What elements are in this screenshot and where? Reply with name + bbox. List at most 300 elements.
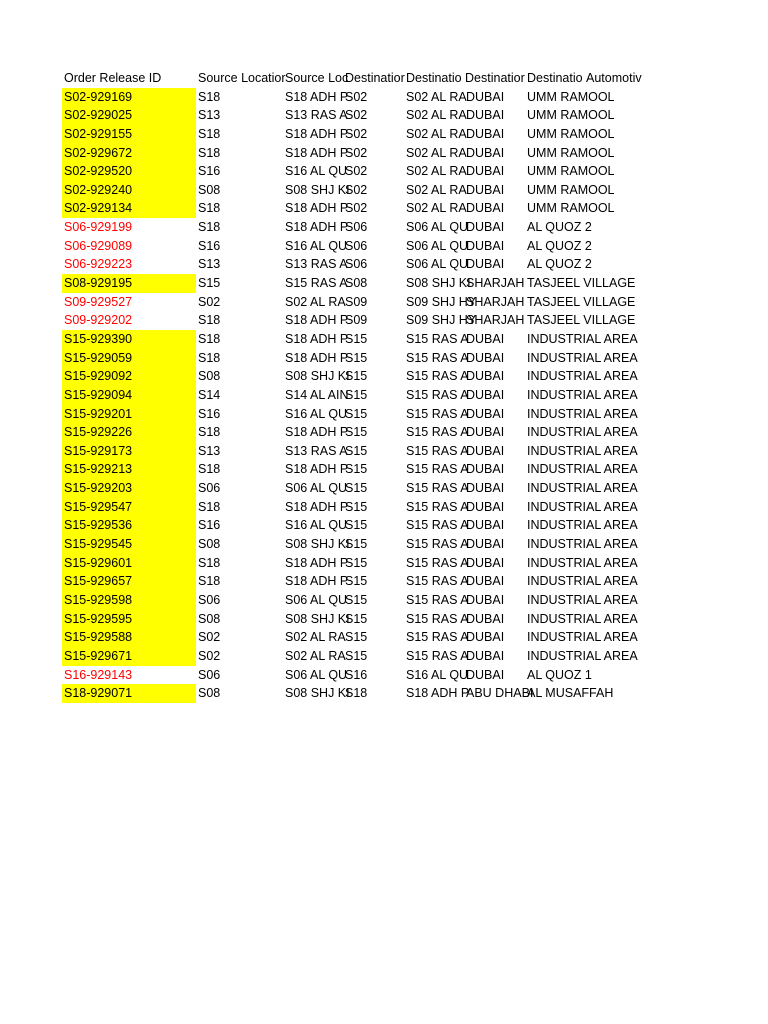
source-dest-pair: [283, 628, 404, 647]
source-dest-pair: [283, 554, 404, 573]
order-release-id-cell[interactable]: S08-929195: [62, 274, 196, 293]
destination-pair: [404, 591, 525, 610]
order-release-id-cell[interactable]: S15-929545: [62, 535, 196, 554]
destination-pair: [404, 535, 525, 554]
destination-pair: [404, 88, 525, 107]
destination-city-cell[interactable]: DUBAI: [466, 201, 505, 216]
automotive-area-cell[interactable]: AL QUOZ 2: [527, 238, 592, 253]
destination-city-cell[interactable]: DUBAI: [466, 164, 505, 179]
source-location-cell[interactable]: S18: [198, 555, 221, 570]
destination-code-cell[interactable]: S06: [345, 238, 368, 253]
source-location-cell[interactable]: S18: [198, 425, 221, 440]
order-release-id-cell[interactable]: S15-929598: [62, 591, 196, 610]
source-location-cell[interactable]: S14: [198, 387, 221, 402]
destination-name-cell[interactable]: S16 AL QU: [406, 667, 469, 682]
destination-code-cell[interactable]: S18: [345, 686, 368, 701]
automotive-area-cell[interactable]: UMM RAMOOL: [527, 89, 615, 104]
source-loc-name-cell[interactable]: S08 SHJ KI: [285, 611, 350, 626]
automotive-area-cell[interactable]: UMM RAMOOL: [527, 145, 615, 160]
destination-city-cell[interactable]: DUBAI: [466, 220, 505, 235]
source-dest-pair: [283, 349, 404, 368]
table-row: [62, 405, 646, 424]
automotive-area-cell[interactable]: TASJEEL VILLAGE: [527, 276, 636, 291]
automotive-area-cell[interactable]: INDUSTRIAL AREA: [527, 518, 638, 533]
source-loc-name-cell[interactable]: S18 ADH P: [285, 499, 349, 514]
source-loc-name-cell[interactable]: S18 ADH P: [285, 555, 349, 570]
source-location-cell[interactable]: S08: [198, 537, 221, 552]
destination-city-cell[interactable]: DUBAI: [466, 350, 505, 365]
automotive-area-cell[interactable]: INDUSTRIAL AREA: [527, 592, 638, 607]
table-row: [62, 255, 646, 274]
source-dest-pair: [283, 479, 404, 498]
order-release-id-cell[interactable]: S15-929547: [62, 498, 196, 517]
header-pair-2: [404, 69, 525, 88]
source-dest-pair: [283, 498, 404, 517]
source-location-cell[interactable]: S18: [198, 89, 221, 104]
destination-city-cell[interactable]: DUBAI: [466, 499, 505, 514]
automotive-area-cell[interactable]: INDUSTRIAL AREA: [527, 630, 638, 645]
automotive-area-cell[interactable]: INDUSTRIAL AREA: [527, 462, 638, 477]
destination-city-cell[interactable]: DUBAI: [466, 425, 505, 440]
header-automotive[interactable]: Automotiv: [586, 71, 642, 85]
table-row: [62, 199, 646, 218]
order-release-id-cell[interactable]: S15-929213: [62, 460, 196, 479]
automotive-area-cell[interactable]: INDUSTRIAL AREA: [527, 574, 638, 589]
automotive-area-cell[interactable]: INDUSTRIAL AREA: [527, 443, 638, 458]
destination-code-cell[interactable]: S02: [345, 182, 368, 197]
destination-city-cell[interactable]: DUBAI: [466, 331, 505, 346]
source-dest-pair: [283, 330, 404, 349]
automotive-area-cell[interactable]: AL QUOZ 1: [527, 667, 592, 682]
destination-city-cell[interactable]: DUBAI: [466, 443, 505, 458]
destination-city-cell[interactable]: DUBAI: [466, 630, 505, 645]
source-loc-name-cell[interactable]: S16 AL QU: [285, 406, 348, 421]
destination-city-cell[interactable]: DUBAI: [466, 518, 505, 533]
automotive-area-cell[interactable]: TASJEEL VILLAGE: [527, 294, 636, 309]
automotive-area-cell[interactable]: INDUSTRIAL AREA: [527, 369, 638, 384]
header-order-release-id[interactable]: Order Release ID: [64, 71, 162, 85]
destination-name-cell[interactable]: S15 RAS A: [406, 648, 469, 663]
destination-city-cell[interactable]: SHARJAH: [466, 276, 525, 291]
source-loc-name-cell[interactable]: S08 SHJ KI: [285, 686, 350, 701]
destination-name-cell[interactable]: S15 RAS A: [406, 555, 469, 570]
destination-pair: [404, 367, 525, 386]
source-location-cell[interactable]: S18: [198, 313, 221, 328]
spreadsheet: [62, 69, 646, 703]
destination-pair: [404, 218, 525, 237]
destination-pair: [404, 162, 525, 181]
source-location-cell[interactable]: S13: [198, 257, 221, 272]
source-loc-name-cell[interactable]: S18 ADH P: [285, 201, 349, 216]
header-source-location[interactable]: Source Locatior: [198, 71, 286, 85]
destination-pair: [404, 293, 525, 312]
order-release-id-cell[interactable]: S16-929143: [64, 667, 133, 682]
source-location-cell[interactable]: S02: [198, 630, 221, 645]
source-loc-name-cell[interactable]: S18 ADH P: [285, 350, 349, 365]
table-row: [62, 460, 646, 479]
destination-code-cell[interactable]: S02: [345, 126, 368, 141]
source-location-cell[interactable]: S15: [198, 276, 221, 291]
source-loc-name-cell[interactable]: S18 ADH P: [285, 220, 349, 235]
table-row: [62, 349, 646, 368]
order-release-id-cell[interactable]: S02-929134: [62, 199, 196, 218]
destination-code-cell[interactable]: S15: [345, 331, 368, 346]
destination-name-cell[interactable]: S02 AL RA: [406, 201, 467, 216]
destination-pair: [404, 479, 525, 498]
destination-code-cell[interactable]: S15: [345, 462, 368, 477]
automotive-area-cell[interactable]: UMM RAMOOL: [527, 108, 615, 123]
automotive-area-cell[interactable]: INDUSTRIAL AREA: [527, 481, 638, 496]
destination-city-cell[interactable]: DUBAI: [466, 555, 505, 570]
source-location-cell[interactable]: S18: [198, 574, 221, 589]
source-loc-name-cell[interactable]: S18 ADH P: [285, 331, 349, 346]
order-release-id-cell[interactable]: S15-929390: [62, 330, 196, 349]
destination-city-cell[interactable]: SHARJAH: [466, 294, 525, 309]
order-release-id-cell[interactable]: S15-929226: [62, 423, 196, 442]
order-release-id-cell[interactable]: S02-929520: [62, 162, 196, 181]
automotive-area-cell[interactable]: AL QUOZ 2: [527, 257, 592, 272]
header-destination-2[interactable]: Destinatio: [406, 71, 462, 85]
source-loc-name-cell[interactable]: S13 RAS A: [285, 443, 348, 458]
destination-code-cell[interactable]: S15: [345, 443, 368, 458]
destination-name-cell[interactable]: S09 SHJ HY: [406, 294, 477, 309]
order-release-id-cell[interactable]: S18-929071: [62, 684, 196, 703]
order-release-id-cell[interactable]: S15-929536: [62, 516, 196, 535]
destination-city-cell[interactable]: DUBAI: [466, 406, 505, 421]
order-release-id-cell[interactable]: S06-929223: [64, 257, 133, 272]
destination-pair: [404, 349, 525, 368]
destination-pair: [404, 628, 525, 647]
source-location-cell[interactable]: S02: [198, 648, 221, 663]
order-release-id-cell[interactable]: S02-929025: [62, 106, 196, 125]
destination-name-cell[interactable]: S06 AL QU: [406, 238, 469, 253]
destination-pair: [404, 255, 525, 274]
destination-code-cell[interactable]: S16: [345, 667, 368, 682]
destination-name-cell[interactable]: S15 RAS A: [406, 387, 469, 402]
destination-name-cell[interactable]: S15 RAS A: [406, 406, 469, 421]
source-dest-pair: [283, 162, 404, 181]
destination-code-cell[interactable]: S15: [345, 518, 368, 533]
destination-pair: [404, 516, 525, 535]
order-release-id-cell[interactable]: S15-929094: [62, 386, 196, 405]
source-loc-name-cell[interactable]: S08 SHJ KI: [285, 369, 350, 384]
destination-city-cell[interactable]: DUBAI: [466, 481, 505, 496]
destination-city-cell[interactable]: ABU DHABI: [466, 686, 534, 701]
destination-pair: [404, 666, 525, 685]
source-dest-pair: [283, 106, 404, 125]
destination-pair: [404, 330, 525, 349]
source-loc-name-cell[interactable]: S15 RAS A: [285, 276, 348, 291]
destination-pair: [404, 125, 525, 144]
automotive-area-cell[interactable]: AL QUOZ 2: [527, 220, 592, 235]
destination-city-cell[interactable]: SHARJAH: [466, 313, 525, 328]
source-location-cell[interactable]: S18: [198, 331, 221, 346]
source-loc-name-cell[interactable]: S18 ADH P: [285, 89, 349, 104]
source-loc-name-cell[interactable]: S06 AL QU: [285, 481, 348, 496]
destination-name-cell[interactable]: S08 SHJ KI: [406, 276, 471, 291]
source-loc-name-cell[interactable]: S14 AL AIN: [285, 387, 349, 402]
order-release-id-cell[interactable]: S02-929169: [62, 88, 196, 107]
source-loc-name-cell[interactable]: S06 AL QU: [285, 667, 348, 682]
destination-name-cell[interactable]: S02 AL RA: [406, 108, 467, 123]
source-loc-name-cell[interactable]: S06 AL QU: [285, 592, 348, 607]
table-row: [62, 535, 646, 554]
source-loc-name-cell[interactable]: S08 SHJ KI: [285, 182, 350, 197]
source-loc-name-cell[interactable]: S18 ADH P: [285, 313, 349, 328]
destination-name-cell[interactable]: S02 AL RA: [406, 182, 467, 197]
order-release-id-cell[interactable]: S15-929595: [62, 610, 196, 629]
source-location-cell[interactable]: S13: [198, 108, 221, 123]
destination-name-cell[interactable]: S15 RAS A: [406, 331, 469, 346]
destination-city-cell[interactable]: DUBAI: [466, 592, 505, 607]
source-location-cell[interactable]: S16: [198, 238, 221, 253]
destination-city-cell[interactable]: DUBAI: [466, 387, 505, 402]
order-release-id-cell[interactable]: S02-929240: [62, 181, 196, 200]
header-pair-1: [283, 69, 404, 88]
source-dest-pair: [283, 405, 404, 424]
destination-code-cell[interactable]: S15: [345, 630, 368, 645]
destination-city-cell[interactable]: DUBAI: [466, 126, 505, 141]
automotive-area-cell[interactable]: INDUSTRIAL AREA: [527, 425, 638, 440]
destination-code-cell[interactable]: S15: [345, 555, 368, 570]
destination-name-cell[interactable]: S02 AL RA: [406, 89, 467, 104]
order-release-id-cell[interactable]: S15-929601: [62, 554, 196, 573]
destination-pair: [404, 554, 525, 573]
automotive-area-cell[interactable]: INDUSTRIAL AREA: [527, 648, 638, 663]
table-row: [62, 684, 646, 703]
destination-code-cell[interactable]: S15: [345, 537, 368, 552]
table-row: [62, 423, 646, 442]
destination-name-cell[interactable]: S02 AL RA: [406, 126, 467, 141]
order-release-id-cell[interactable]: S09-929202: [64, 313, 133, 328]
source-location-cell[interactable]: S18: [198, 220, 221, 235]
source-dest-pair: [283, 311, 404, 330]
source-location-cell[interactable]: S13: [198, 443, 221, 458]
destination-code-cell[interactable]: S15: [345, 574, 368, 589]
source-loc-name-cell[interactable]: S18 ADH P: [285, 574, 349, 589]
source-location-cell[interactable]: S06: [198, 592, 221, 607]
destination-city-cell[interactable]: DUBAI: [466, 667, 505, 682]
automotive-area-cell[interactable]: INDUSTRIAL AREA: [527, 331, 638, 346]
source-location-cell[interactable]: S18: [198, 126, 221, 141]
automotive-area-cell[interactable]: UMM RAMOOL: [527, 182, 615, 197]
source-dest-pair: [283, 442, 404, 461]
destination-code-cell[interactable]: S15: [345, 481, 368, 496]
destination-code-cell[interactable]: S09: [345, 313, 368, 328]
source-dest-pair: [283, 423, 404, 442]
table-row: [62, 162, 646, 181]
order-release-id-cell[interactable]: S15-929173: [62, 442, 196, 461]
destination-code-cell[interactable]: S15: [345, 369, 368, 384]
destination-name-cell[interactable]: S15 RAS A: [406, 630, 469, 645]
automotive-area-cell[interactable]: INDUSTRIAL AREA: [527, 499, 638, 514]
destination-city-cell[interactable]: DUBAI: [466, 611, 505, 626]
header-destination-3[interactable]: Destinatior: [465, 71, 525, 85]
order-release-id-cell[interactable]: S06-929089: [64, 238, 133, 253]
destination-code-cell[interactable]: S15: [345, 406, 368, 421]
order-release-id-cell[interactable]: S06-929199: [64, 220, 133, 235]
order-release-id-cell[interactable]: S15-929657: [62, 572, 196, 591]
table-row: [62, 554, 646, 573]
destination-name-cell[interactable]: S15 RAS A: [406, 369, 469, 384]
destination-pair: [404, 386, 525, 405]
source-loc-name-cell[interactable]: S02 AL RA: [285, 294, 346, 309]
destination-city-cell[interactable]: DUBAI: [466, 238, 505, 253]
destination-name-cell[interactable]: S06 AL QU: [406, 220, 469, 235]
destination-code-cell[interactable]: S15: [345, 425, 368, 440]
destination-name-cell[interactable]: S15 RAS A: [406, 481, 469, 496]
destination-city-cell[interactable]: DUBAI: [466, 537, 505, 552]
destination-code-cell[interactable]: S09: [345, 294, 368, 309]
destination-code-cell[interactable]: S02: [345, 201, 368, 216]
source-location-cell[interactable]: S18: [198, 201, 221, 216]
automotive-area-cell[interactable]: UMM RAMOOL: [527, 201, 615, 216]
table-row: [62, 218, 646, 237]
destination-code-cell[interactable]: S02: [345, 164, 368, 179]
source-loc-name-cell[interactable]: S13 RAS A: [285, 108, 348, 123]
destination-name-cell[interactable]: S02 AL RA: [406, 145, 467, 160]
header-destination-1[interactable]: Destinatior: [345, 71, 405, 85]
destination-city-cell[interactable]: DUBAI: [466, 89, 505, 104]
source-location-cell[interactable]: S18: [198, 462, 221, 477]
destination-name-cell[interactable]: S15 RAS A: [406, 462, 469, 477]
automotive-area-cell[interactable]: INDUSTRIAL AREA: [527, 611, 638, 626]
table-row: [62, 572, 646, 591]
automotive-area-cell[interactable]: INDUSTRIAL AREA: [527, 537, 638, 552]
destination-name-cell[interactable]: S18 ADH P: [406, 686, 470, 701]
source-loc-name-cell[interactable]: S18 ADH P: [285, 425, 349, 440]
source-location-cell[interactable]: S08: [198, 611, 221, 626]
header-source-loc[interactable]: Source Loc: [285, 71, 349, 85]
automotive-area-cell[interactable]: UMM RAMOOL: [527, 126, 615, 141]
source-loc-name-cell[interactable]: S16 AL QU: [285, 518, 348, 533]
destination-code-cell[interactable]: S15: [345, 592, 368, 607]
table-row: [62, 106, 646, 125]
destination-name-cell[interactable]: S15 RAS A: [406, 518, 469, 533]
automotive-area-cell[interactable]: INDUSTRIAL AREA: [527, 350, 638, 365]
order-release-id-cell[interactable]: S02-929672: [62, 144, 196, 163]
table-row: [62, 330, 646, 349]
order-release-id-cell[interactable]: S15-929588: [62, 628, 196, 647]
destination-code-cell[interactable]: S02: [345, 89, 368, 104]
source-dest-pair: [283, 572, 404, 591]
source-loc-name-cell[interactable]: S08 SHJ KI: [285, 537, 350, 552]
order-release-id-cell[interactable]: S15-929671: [62, 647, 196, 666]
order-release-id-cell[interactable]: S15-929092: [62, 367, 196, 386]
header-destination-4[interactable]: Destinatio: [527, 71, 583, 85]
automotive-area-cell[interactable]: INDUSTRIAL AREA: [527, 406, 638, 421]
source-loc-name-cell[interactable]: S02 AL RA: [285, 630, 346, 645]
destination-name-cell[interactable]: S15 RAS A: [406, 574, 469, 589]
destination-city-cell[interactable]: DUBAI: [466, 574, 505, 589]
source-dest-pair: [283, 274, 404, 293]
destination-name-cell[interactable]: S02 AL RA: [406, 164, 467, 179]
destination-city-cell[interactable]: DUBAI: [466, 462, 505, 477]
automotive-area-cell[interactable]: INDUSTRIAL AREA: [527, 555, 638, 570]
destination-code-cell[interactable]: S06: [345, 257, 368, 272]
destination-code-cell[interactable]: S15: [345, 350, 368, 365]
destination-code-cell[interactable]: S08: [345, 276, 368, 291]
destination-city-cell[interactable]: DUBAI: [466, 145, 505, 160]
destination-code-cell[interactable]: S02: [345, 108, 368, 123]
source-loc-name-cell[interactable]: S02 AL RA: [285, 648, 346, 663]
source-loc-name-cell[interactable]: S18 ADH P: [285, 462, 349, 477]
table-row: [62, 498, 646, 517]
destination-name-cell[interactable]: S06 AL QU: [406, 257, 469, 272]
source-location-cell[interactable]: S16: [198, 406, 221, 421]
source-loc-name-cell[interactable]: S13 RAS A: [285, 257, 348, 272]
source-loc-name-cell[interactable]: S18 ADH P: [285, 126, 349, 141]
order-release-id-cell[interactable]: S15-929201: [62, 405, 196, 424]
source-location-cell[interactable]: S16: [198, 518, 221, 533]
automotive-area-cell[interactable]: INDUSTRIAL AREA: [527, 387, 638, 402]
destination-name-cell[interactable]: S09 SHJ HY: [406, 313, 477, 328]
order-release-id-cell[interactable]: S15-929203: [62, 479, 196, 498]
source-dest-pair: [283, 647, 404, 666]
destination-pair: [404, 610, 525, 629]
destination-city-cell[interactable]: DUBAI: [466, 257, 505, 272]
destination-name-cell[interactable]: S15 RAS A: [406, 499, 469, 514]
destination-city-cell[interactable]: DUBAI: [466, 648, 505, 663]
destination-name-cell[interactable]: S15 RAS A: [406, 611, 469, 626]
source-location-cell[interactable]: S06: [198, 667, 221, 682]
source-loc-name-cell[interactable]: S18 ADH P: [285, 145, 349, 160]
source-location-cell[interactable]: S08: [198, 182, 221, 197]
destination-city-cell[interactable]: DUBAI: [466, 182, 505, 197]
table-row: [62, 647, 646, 666]
destination-pair: [404, 442, 525, 461]
source-location-cell[interactable]: S06: [198, 481, 221, 496]
source-location-cell[interactable]: S18: [198, 350, 221, 365]
destination-name-cell[interactable]: S15 RAS A: [406, 592, 469, 607]
destination-code-cell[interactable]: S15: [345, 387, 368, 402]
source-location-cell[interactable]: S08: [198, 686, 221, 701]
source-location-cell[interactable]: S02: [198, 294, 221, 309]
destination-pair: [404, 144, 525, 163]
source-dest-pair: [283, 666, 404, 685]
table-row: [62, 610, 646, 629]
destination-code-cell[interactable]: S15: [345, 611, 368, 626]
order-release-id-cell[interactable]: S15-929059: [62, 349, 196, 368]
table-row: [62, 125, 646, 144]
destination-code-cell[interactable]: S15: [345, 499, 368, 514]
destination-name-cell[interactable]: S15 RAS A: [406, 443, 469, 458]
automotive-area-cell[interactable]: AL MUSAFFAH: [527, 686, 614, 701]
destination-code-cell[interactable]: S06: [345, 220, 368, 235]
destination-name-cell[interactable]: S15 RAS A: [406, 537, 469, 552]
table-row: [62, 144, 646, 163]
order-release-id-cell[interactable]: S02-929155: [62, 125, 196, 144]
order-release-id-cell[interactable]: S09-929527: [64, 294, 133, 309]
source-location-cell[interactable]: S08: [198, 369, 221, 384]
source-loc-name-cell[interactable]: S16 AL QU: [285, 164, 348, 179]
source-location-cell[interactable]: S18: [198, 145, 221, 160]
table-row: [62, 311, 646, 330]
destination-name-cell[interactable]: S15 RAS A: [406, 425, 469, 440]
destination-name-cell[interactable]: S15 RAS A: [406, 350, 469, 365]
table-row: [62, 386, 646, 405]
table-row: [62, 666, 646, 685]
destination-code-cell[interactable]: S02: [345, 145, 368, 160]
destination-city-cell[interactable]: DUBAI: [466, 369, 505, 384]
destination-code-cell[interactable]: S15: [345, 648, 368, 663]
automotive-area-cell[interactable]: TASJEEL VILLAGE: [527, 313, 636, 328]
automotive-area-cell[interactable]: UMM RAMOOL: [527, 164, 615, 179]
source-location-cell[interactable]: S18: [198, 499, 221, 514]
source-loc-name-cell[interactable]: S16 AL QU: [285, 238, 348, 253]
source-location-cell[interactable]: S16: [198, 164, 221, 179]
destination-city-cell[interactable]: DUBAI: [466, 108, 505, 123]
